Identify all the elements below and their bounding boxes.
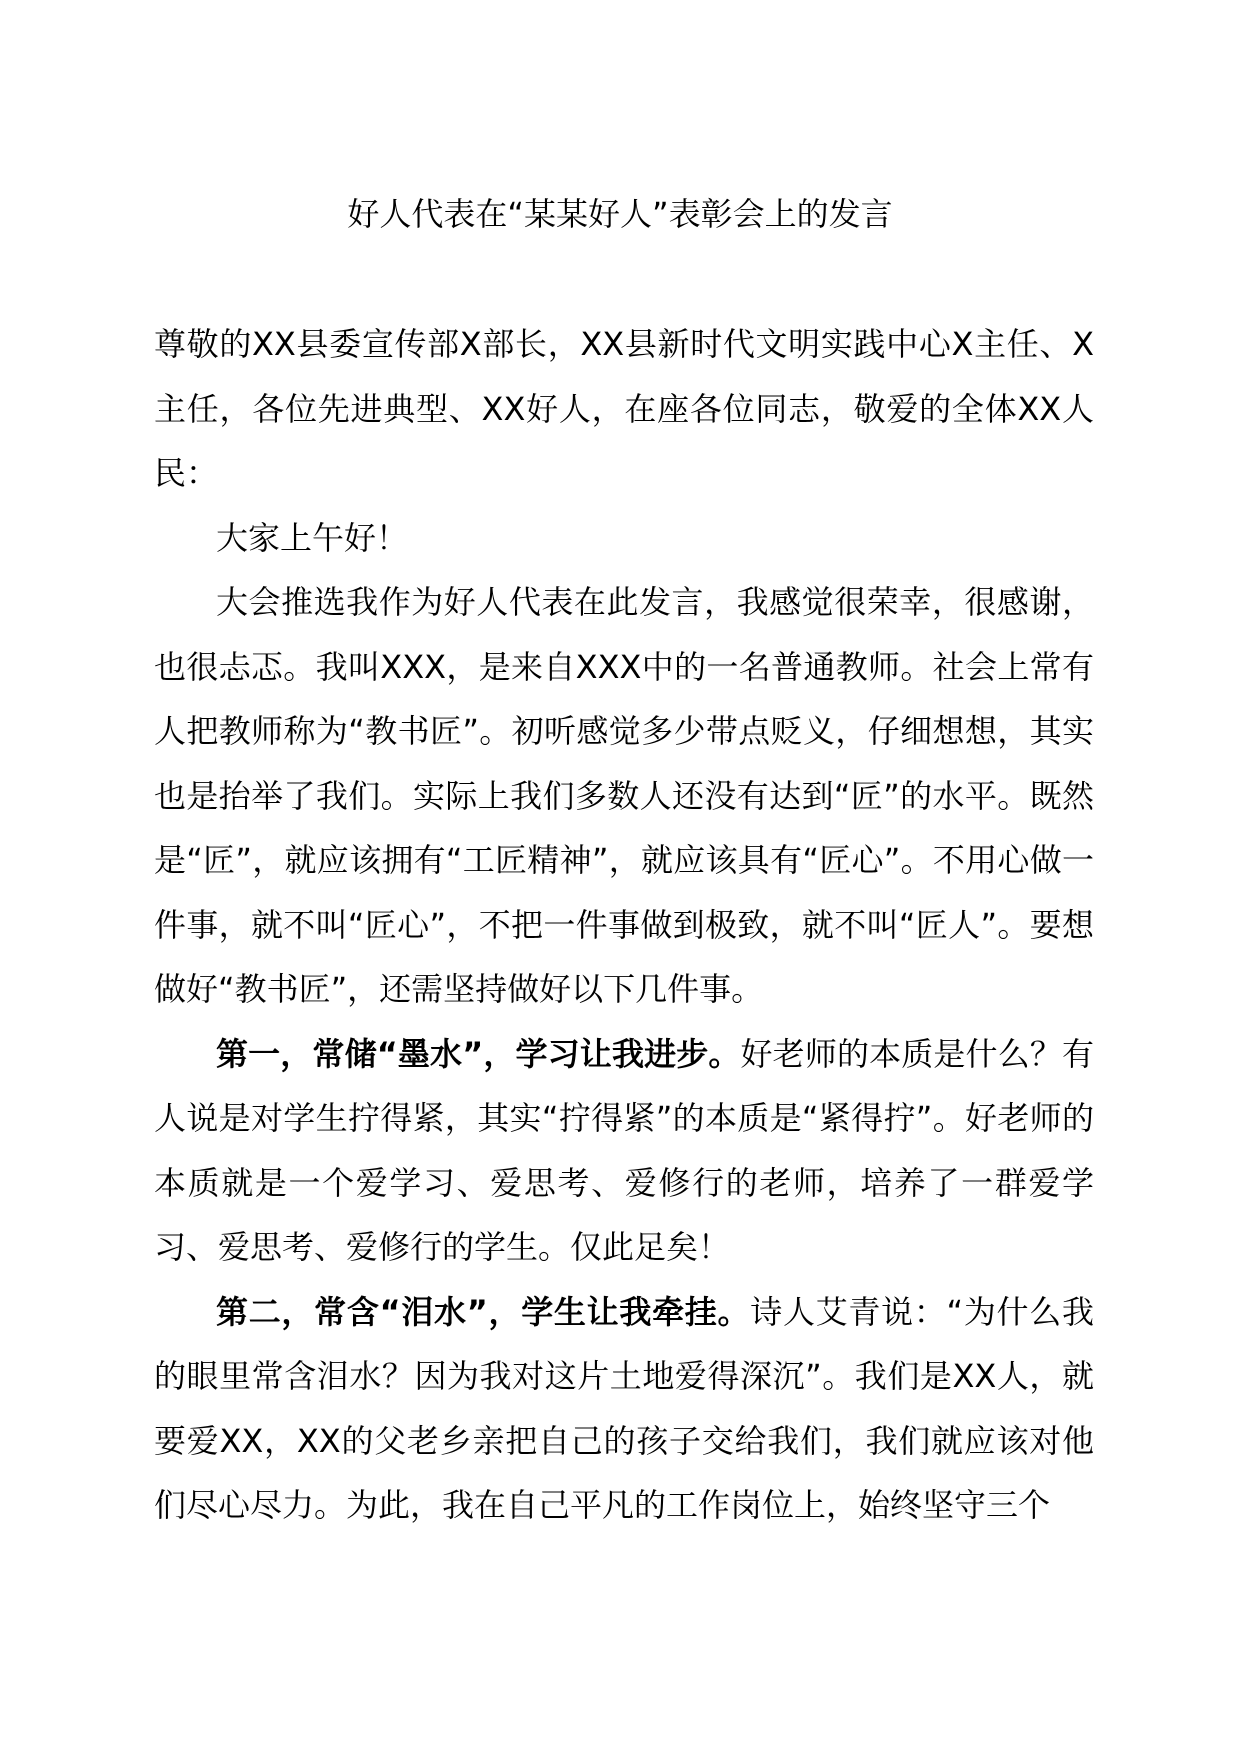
greeting-paragraph: 大家上午好！: [216, 518, 409, 557]
document-body: [154, 312, 1094, 1538]
document-title: 好人代表在“某某好人”表彰会上的发言: [347, 195, 893, 233]
salutation-paragraph: 尊敬的XX县委宣传部X部长，XX县新时代文明实践中心X主任、X主任，各位先进典型、XX好人，在座各位同志，敬爱的全体XX人民：: [154, 325, 1094, 492]
point-two-heading: 第二，常含“泪水”，学生让我牵挂。: [216, 1292, 751, 1331]
point-two-paragraph: [154, 1280, 1094, 1538]
point-two-text: 诗人艾青说：“为什么我的眼里常含泪水？因为我对这片土地爱得深沉”。我们是XX人，就要爱XX，XX的父老乡亲把自己的孩子交给我们，我们就应该对他们尽心尽力。为此，我在自己平凡的工作岗位上，始终坚守三个: [154, 1292, 1094, 1524]
point-one-text: 好老师的本质是什么？有人说是对学生拧得紧，其实“拧得紧”的本质是“紧得拧”。好老师的本质就是一个爱学习、爱思考、爱修行的老师，培养了一群爱学习、爱思考、爱修行的学生。仅此足矣！: [154, 1034, 1094, 1266]
point-one-heading: 第一，常储“墨水”，学习让我进步。: [216, 1034, 741, 1073]
intro-paragraph: 大会推选我作为好人代表在此发言，我感觉很荣幸，很感谢，也很忐忑。我叫XXX，是来自XXX中的一名普通教师。社会上常有人把教师称为“教书匠”。初听感觉多少带点贬义，仔细想想，其实也是抬举了我们。实际上我们多数人还没有达到“匠”的水平。既然是“匠”，就应该拥有“工匠精神”，就应该具有“匠心”。不用心做一件事，就不叫“匠心”，不把一件事做到极致，就不叫“匠人”。要想做好“教书匠”，还需坚持做好以下几件事。: [154, 583, 1094, 1008]
point-one-paragraph: [154, 1022, 1094, 1280]
